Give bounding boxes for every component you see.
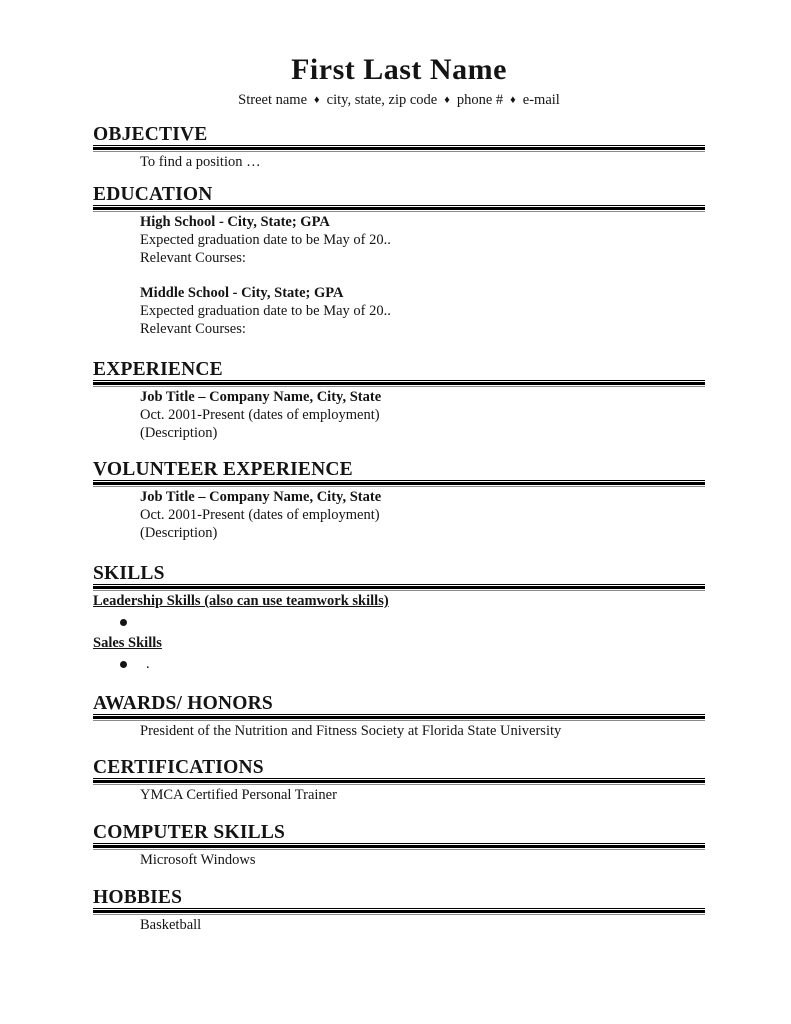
school-heading: Middle School - City, State; GPA (140, 285, 344, 301)
skill-group-label: Leadership Skills (also can use teamwork skills) (93, 593, 389, 609)
certifications-text: YMCA Certified Personal Trainer (140, 787, 337, 803)
section-title-certifications: CERTIFICATIONS (93, 757, 264, 778)
section-title-experience: EXPERIENCE (93, 359, 223, 380)
section-rule (93, 584, 705, 591)
education-entry (140, 213, 705, 267)
job-heading: Job Title – Company Name, City, State (140, 389, 382, 405)
relevant-courses: Relevant Courses: (140, 321, 246, 337)
contact-street: Street name (238, 92, 308, 108)
graduation-date: Expected graduation date to be May of 20.. (140, 303, 391, 319)
section-awards-honors (93, 693, 705, 740)
section-title-volunteer: VOLUNTEER EXPERIENCE (93, 459, 353, 480)
section-rule (93, 778, 705, 785)
section-rule (93, 843, 705, 850)
section-rule (93, 480, 705, 487)
objective-content (93, 153, 705, 171)
certifications-content (93, 786, 705, 804)
contact-city-state-zip: city, state, zip code (326, 92, 438, 108)
hobbies-content (93, 916, 705, 934)
diamond-icon: ♦ (510, 94, 516, 106)
job-heading: Job Title – Company Name, City, State (140, 489, 382, 505)
school-heading: High School - City, State; GPA (140, 214, 330, 230)
section-title-computer-skills: COMPUTER SKILLS (93, 822, 286, 843)
section-title-awards: AWARDS/ HONORS (93, 693, 273, 714)
section-experience (93, 359, 705, 442)
section-rule (93, 380, 705, 387)
awards-text: President of the Nutrition and Fitness Society at Florida State University (140, 723, 562, 739)
diamond-icon: ♦ (314, 94, 320, 106)
section-title-objective: OBJECTIVE (93, 124, 208, 145)
hobbies-text: Basketball (140, 917, 202, 933)
relevant-courses: Relevant Courses: (140, 250, 246, 266)
section-volunteer-experience (93, 459, 705, 542)
skill-bullet-row (93, 652, 705, 676)
skill-group-label: Sales Skills (93, 635, 162, 651)
contact-email: e-mail (522, 92, 560, 108)
computer-skills-text: Microsoft Windows (140, 852, 256, 868)
job-description: (Description) (140, 425, 218, 441)
objective-text: To find a position … (140, 154, 261, 170)
experience-content (93, 388, 705, 442)
job-description: (Description) (140, 525, 218, 541)
bullet-icon (120, 661, 127, 668)
section-rule (93, 145, 705, 152)
section-skills (93, 563, 705, 676)
section-title-skills: SKILLS (93, 563, 165, 584)
contact-phone: phone # (456, 92, 504, 108)
diamond-icon: ♦ (444, 94, 450, 106)
awards-content (93, 722, 705, 740)
skill-bullet-text: . (146, 655, 150, 672)
section-certifications (93, 757, 705, 804)
section-computer-skills (93, 822, 705, 869)
skills-content (93, 592, 705, 676)
section-title-hobbies: HOBBIES (93, 887, 183, 908)
section-rule (93, 908, 705, 915)
skill-bullet-row (93, 610, 705, 634)
job-dates: Oct. 2001-Present (dates of employment) (140, 407, 380, 423)
graduation-date: Expected graduation date to be May of 20.. (140, 232, 391, 248)
job-dates: Oct. 2001-Present (dates of employment) (140, 507, 380, 523)
section-title-education: EDUCATION (93, 184, 213, 205)
computer-skills-content (93, 851, 705, 869)
resume-name: First Last Name (291, 53, 507, 86)
volunteer-content (93, 488, 705, 542)
bullet-icon (120, 619, 127, 626)
contact-line (93, 91, 705, 110)
section-objective (93, 124, 705, 171)
education-content (93, 213, 705, 338)
resume-header (93, 52, 705, 110)
section-rule (93, 714, 705, 721)
section-hobbies (93, 887, 705, 934)
section-education (93, 184, 705, 338)
spacer (140, 267, 705, 284)
education-entry (140, 284, 705, 338)
section-rule (93, 205, 705, 212)
